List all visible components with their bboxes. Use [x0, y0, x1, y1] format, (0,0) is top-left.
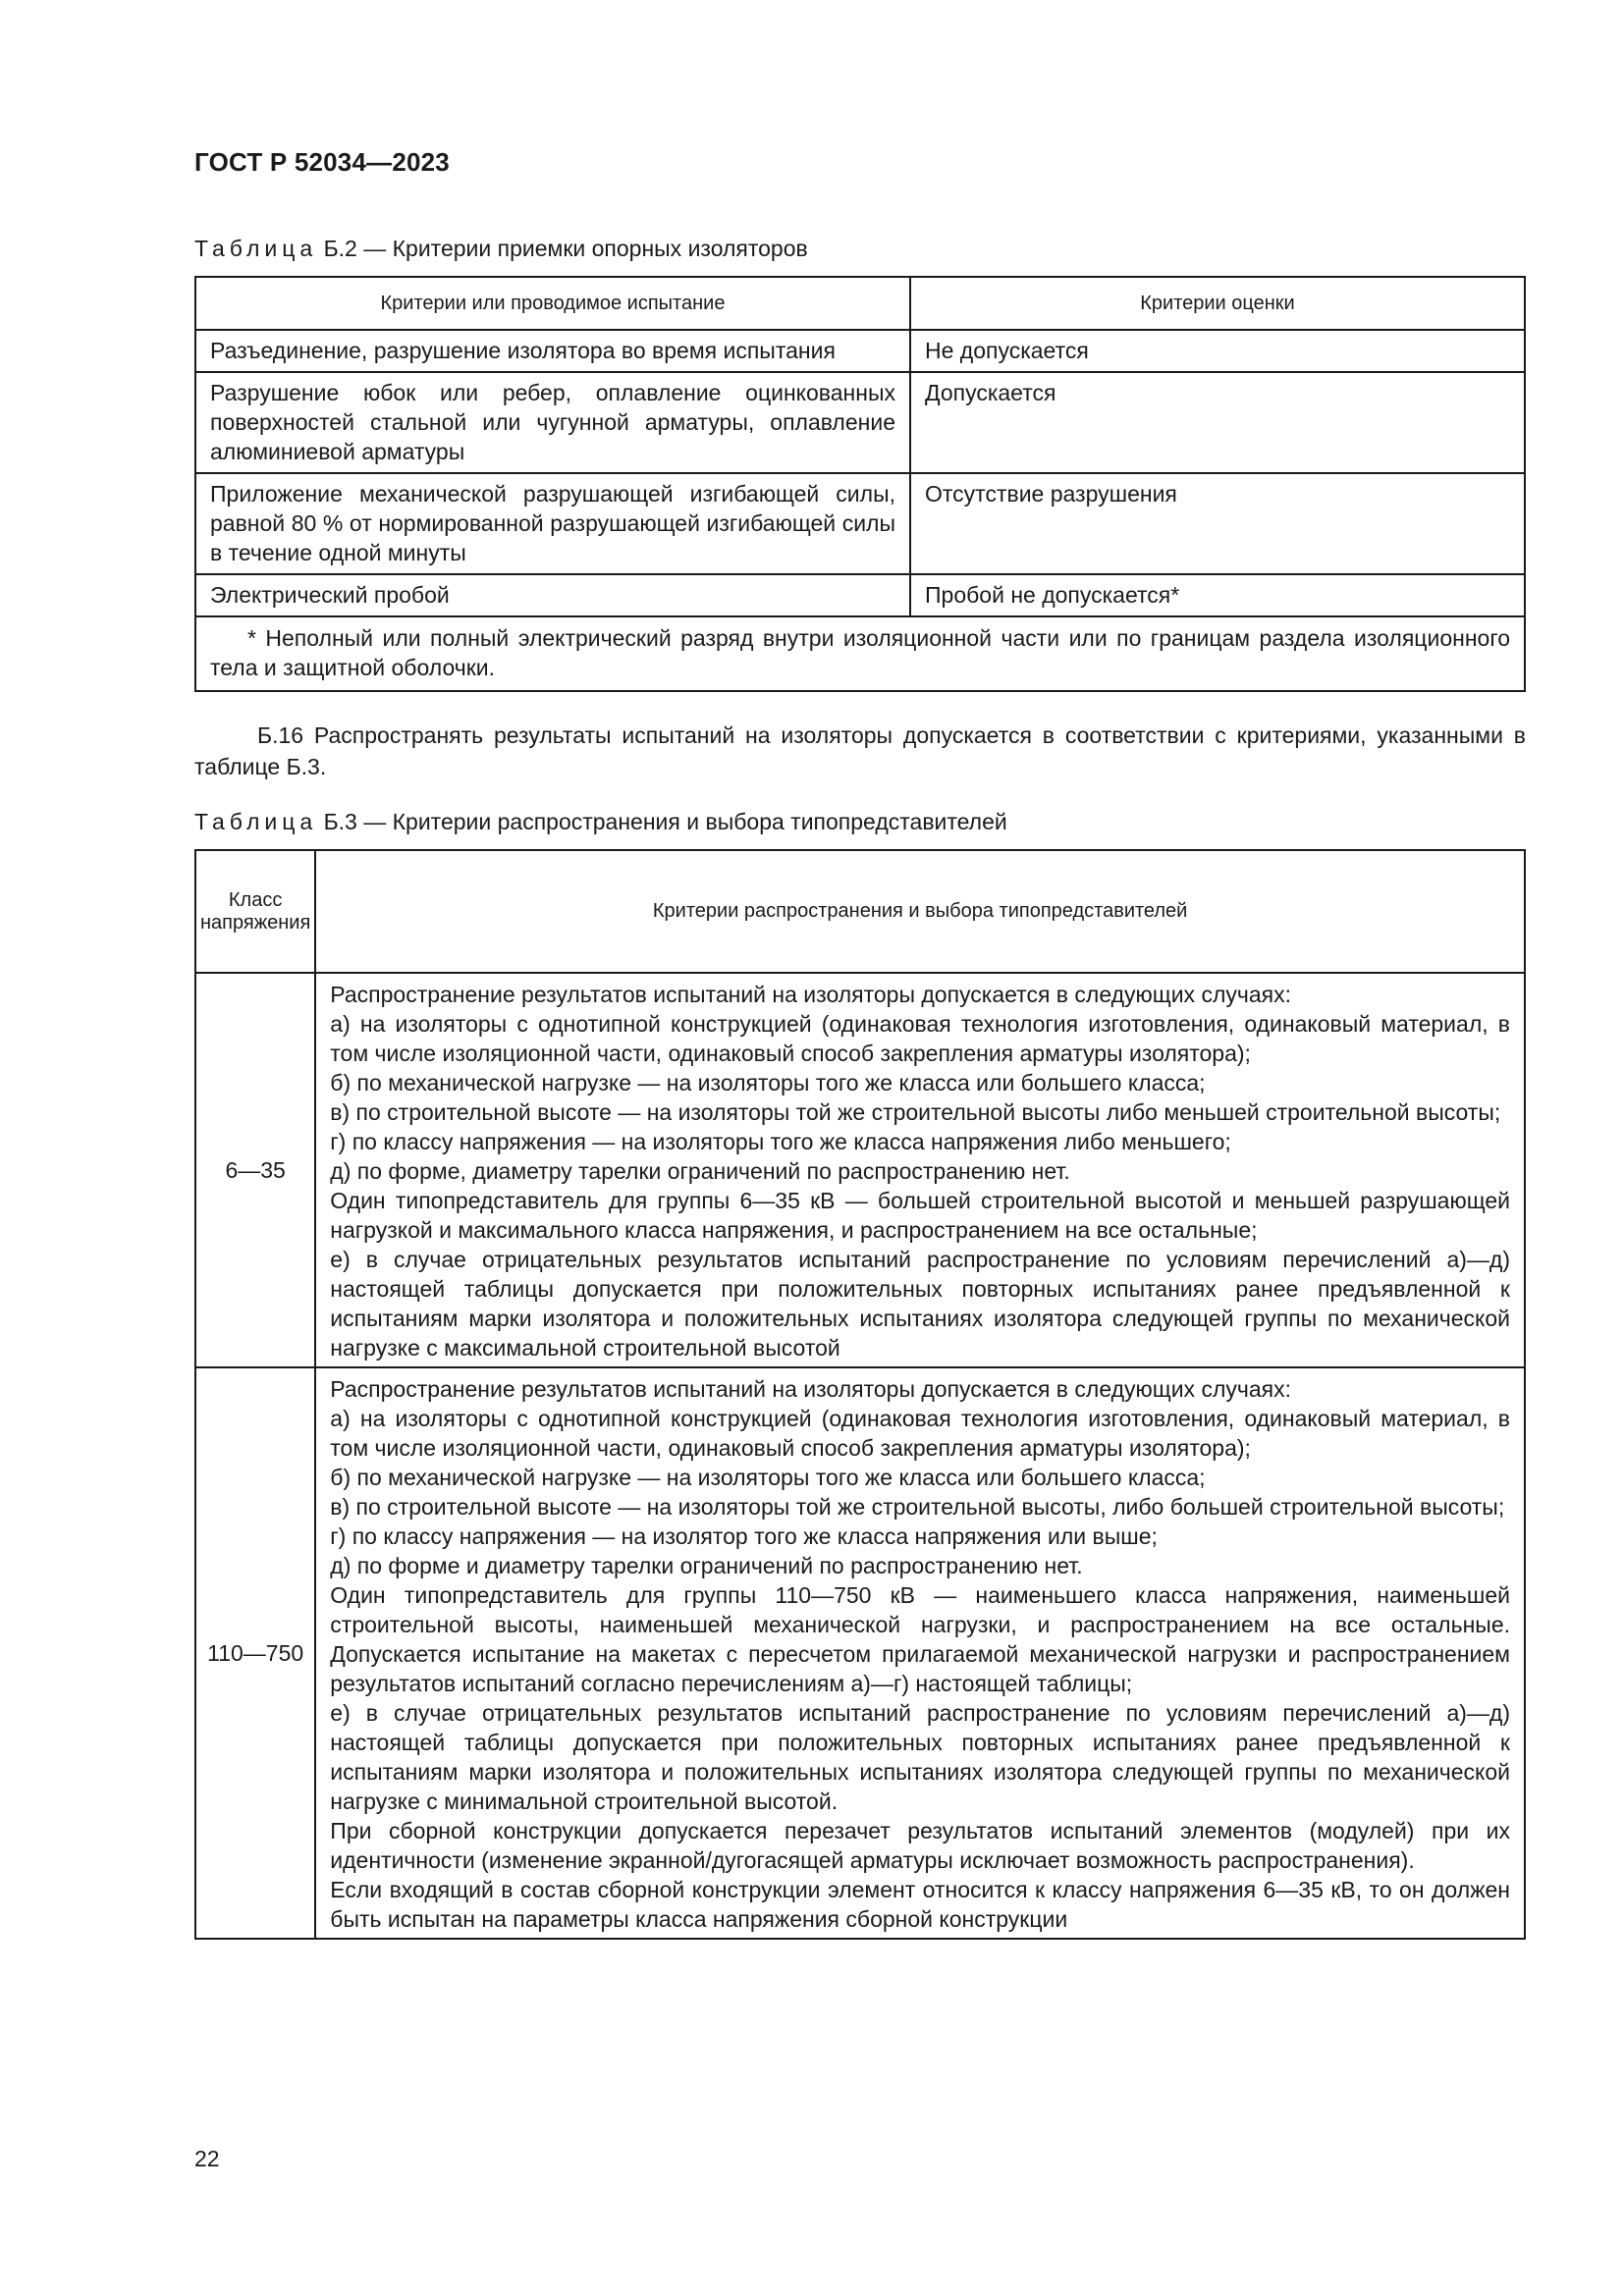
assessment-cell: Отсутствие разрушения [910, 473, 1525, 574]
criteria-line: Если входящий в состав сборной конструкции элемент относится к классу напряжения 6—35 кВ, то он должен быть испытан на параметры класса напряжения сборной конструкции [330, 1877, 1510, 1932]
table-b2-caption [194, 235, 1526, 262]
criteria-line: д) по форме и диаметру тарелки ограничений по распространению нет. [330, 1553, 1083, 1578]
criteria-cell [315, 973, 1525, 1367]
page-number: 22 [194, 2146, 220, 2171]
table-footnote-row [195, 616, 1525, 691]
assessment-cell: Пробой не допускается* [910, 574, 1525, 616]
column-header-criterion: Критерии или проводимое испытание [195, 277, 910, 330]
table-row [195, 473, 1525, 574]
criteria-line: е) в случае отрицательных результатов испытаний распространение по условиям перечислений а)—д) настоящей таблицы допускается при положительных повторных испытаниях ранее предъявленной к испытаниям марки изолятора и положительных испытаниях изолятора следующей группы по механической нагрузке с минимальной строительной высотой. [330, 1700, 1510, 1814]
table-row [195, 574, 1525, 616]
criteria-line: б) по механической нагрузке — на изоляторы того же класса или большего класса; [330, 1465, 1206, 1490]
table-row [195, 372, 1525, 473]
table-header-row [195, 850, 1525, 973]
document-code-header: ГОСТ Р 52034—2023 [194, 147, 450, 177]
table-b3-caption-text: Б.3 — Критерии распространения и выбора типопредставителей [323, 809, 1007, 834]
assessment-cell: Допускается [910, 372, 1525, 473]
table-row [195, 1367, 1525, 1939]
criteria-line: г) по классу напряжения — на изоляторы того же класса напряжения либо меньшего; [330, 1129, 1231, 1154]
criteria-line: а) на изоляторы с однотипной конструкцией (одинаковая технология изготовления, одинаковый материал, в том числе изоляционной части, одинаковый способ закрепления арматуры изолятора); [330, 1406, 1510, 1461]
table-b3 [194, 849, 1526, 1940]
criterion-cell: Электрический пробой [195, 574, 910, 616]
criteria-line: а) на изоляторы с однотипной конструкцией (одинаковая технология изготовления, одинаковый материал, в том числе изоляционной части, одинаковый способ закрепления арматуры изолятора); [330, 1011, 1510, 1066]
criteria-line: Один типопредставитель для группы 6—35 кВ — большей строительной высотой и меньшей разрушающей нагрузкой и максимального класса напряжения, и распространением на все остальные; [330, 1188, 1510, 1243]
footnote-text: * Неполный или полный электрический разряд внутри изоляционной части или по границам раздела изоляционного тела и защитной оболочки. [210, 625, 1510, 680]
assessment-cell: Не допускается [910, 330, 1525, 372]
criteria-line: е) в случае отрицательных результатов испытаний распространение по условиям перечислений а)—д) настоящей таблицы допускается при положительных повторных испытаниях ранее предъявленной к испытаниям марки изолятора и положительных испытаниях изолятора следующей группы по механической нагрузке с максимальной строительной высотой [330, 1247, 1510, 1361]
criteria-line: Распространение результатов испытаний на изоляторы допускается в следующих случаях: [330, 1376, 1291, 1402]
paragraph-b16: Б.16 Распространять результаты испытаний на изоляторы допускается в соответствии с критериями, указанными в таблице Б.3. [194, 722, 1526, 779]
criteria-cell [315, 1367, 1525, 1939]
criteria-line: д) по форме, диаметру тарелки ограничений по распространению нет. [330, 1158, 1070, 1184]
table-b2-caption-prefix: Таблица [194, 236, 318, 261]
table-row [195, 330, 1525, 372]
criteria-line: в) по строительной высоте — на изоляторы той же строительной высоты, либо большей строительной высоты; [330, 1494, 1505, 1520]
table-b3-caption-prefix: Таблица [194, 809, 318, 834]
criterion-cell: Разрушение юбок или ребер, оплавление оцинкованных поверхностей стальной или чугунной арматуры, оплавление алюминиевой арматуры [195, 372, 910, 473]
criteria-line: г) по классу напряжения — на изолятор того же класса напряжения или выше; [330, 1523, 1158, 1549]
criteria-line: б) по механической нагрузке — на изоляторы того же класса или большего класса; [330, 1070, 1206, 1095]
table-b2 [194, 276, 1526, 692]
voltage-class-cell: 110—750 [195, 1367, 315, 1939]
document-page [194, 147, 1526, 1940]
criteria-line: При сборной конструкции допускается перезачет результатов испытаний элементов (модулей) при их идентичности (изменение экранной/дугогасящей арматуры исключает возможность распространения). [330, 1818, 1510, 1873]
criterion-cell: Разъединение, разрушение изолятора во время испытания [195, 330, 910, 372]
table-b3-caption [194, 808, 1526, 835]
criteria-line: в) по строительной высоте — на изоляторы той же строительной высоты либо меньшей строительной высоты; [330, 1099, 1501, 1125]
column-header-criteria: Критерии распространения и выбора типопредставителей [315, 850, 1525, 973]
table-footnote [195, 616, 1525, 691]
criteria-line: Распространение результатов испытаний на изоляторы допускается в следующих случаях: [330, 982, 1291, 1007]
table-b2-caption-text: Б.2 — Критерии приемки опорных изоляторов [323, 236, 808, 261]
column-header-assessment: Критерии оценки [910, 277, 1525, 330]
voltage-class-cell: 6—35 [195, 973, 315, 1367]
criteria-line: Один типопредставитель для группы 110—750 кВ — наименьшего класса напряжения, наименьшей строительной высоты, наименьшей механической нагрузки, и распространением на все остальные. Допускается испытание на макетах с пересчетом прилагаемой механической нагрузки и распространением результатов испытаний согласно перечислениям а)—г) настоящей таблицы; [330, 1582, 1510, 1696]
column-header-voltage-class: Класс напряжения [195, 850, 315, 973]
table-header-row [195, 277, 1525, 330]
table-row [195, 973, 1525, 1367]
criterion-cell: Приложение механической разрушающей изгибающей силы, равной 80 % от нормированной разрушающей изгибающей силы в течение одной минуты [195, 473, 910, 574]
